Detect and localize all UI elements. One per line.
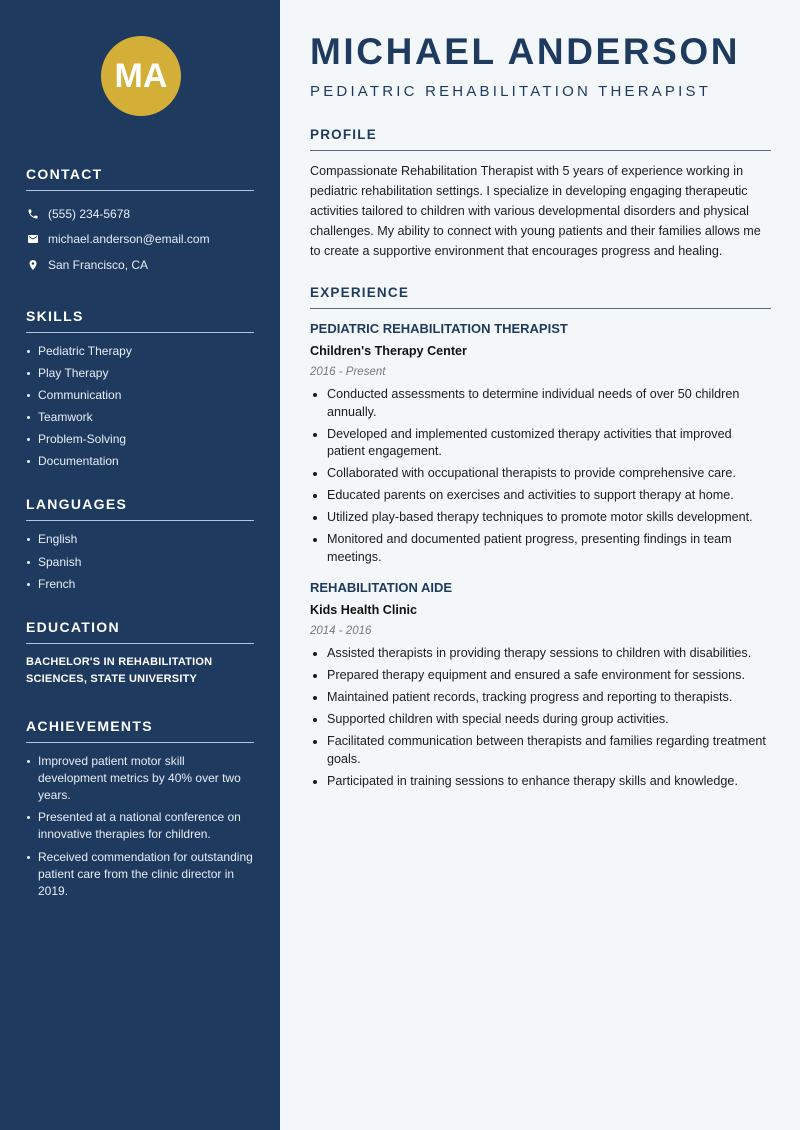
achievements-heading: ACHIEVEMENTS [26, 718, 254, 743]
contact-location [26, 252, 254, 278]
location-pin-icon [26, 258, 39, 271]
job-dates: 2016 - Present [310, 366, 386, 378]
skill-item: Documentation [26, 453, 254, 470]
education-heading: EDUCATION [26, 619, 254, 644]
education-degree: BACHELOR'S IN REHABILITATION SCIENCES, STATE UNIVERSITY [26, 655, 213, 685]
skill-item: Play Therapy [26, 365, 254, 382]
contact-email [26, 227, 254, 253]
job-title: REHABILITATION AIDE [310, 580, 453, 595]
profile-section [310, 127, 771, 261]
achievement-item: Improved patient motor skill development metrics by 40% over two years. [26, 753, 254, 804]
job-bullet: Developed and implemented customized therapy activities that improved patient engagement. [310, 426, 771, 461]
candidate-role: PEDIATRIC REHABILITATION THERAPIST [310, 83, 712, 100]
skill-item: Communication [26, 387, 254, 404]
job-bullet: Educated parents on exercises and activities to support therapy at home. [310, 487, 771, 505]
language-item: French [26, 576, 254, 593]
languages-list [26, 531, 254, 592]
job-title: PEDIATRIC REHABILITATION THERAPIST [310, 321, 568, 336]
contact-email-text[interactable]: michael.anderson@email.com [48, 232, 210, 247]
languages-section [26, 496, 254, 592]
job-bullet: Facilitated communication between therapists and families regarding treatment goals. [310, 733, 771, 768]
languages-heading: LANGUAGES [26, 496, 254, 521]
job-bullets [310, 645, 771, 790]
skill-item: Pediatric Therapy [26, 343, 254, 360]
job-company: Kids Health Clinic [310, 603, 418, 617]
profile-text: Compassionate Rehabilitation Therapist with 5 years of experience working in pediatric rehabilitation settings. I specialize in developing engaging therapeutic activities tailored to children with various developmental disorders and physical challenges. My ability to connect with young patients and their families allows me to create a supportive environment that encourages progress and healing. [310, 164, 761, 258]
contact-phone-text[interactable]: (555) 234-5678 [48, 206, 131, 221]
experience-section [310, 285, 771, 790]
language-item: English [26, 531, 254, 548]
skill-item: Teamwork [26, 409, 254, 426]
achievement-item: Received commendation for outstanding patient care from the clinic director in 2019. [26, 849, 254, 900]
job-entry [310, 578, 771, 790]
skill-item: Problem-Solving [26, 431, 254, 448]
avatar-initials: MA [114, 56, 168, 95]
job-bullet: Collaborated with occupational therapists to provide comprehensive care. [310, 465, 771, 483]
achievement-item: Presented at a national conference on innovative therapies for children. [26, 809, 254, 843]
skills-section [26, 308, 254, 471]
avatar [101, 36, 181, 116]
candidate-name: MICHAEL ANDERSON [310, 31, 741, 72]
email-icon [26, 233, 39, 246]
achievements-section [26, 718, 254, 900]
skills-heading: SKILLS [26, 308, 254, 333]
main-content [280, 0, 800, 1130]
education-section [26, 619, 254, 688]
contact-section [26, 166, 254, 278]
language-item: Spanish [26, 554, 254, 571]
experience-heading: EXPERIENCE [310, 285, 771, 309]
job-bullet: Prepared therapy equipment and ensured a safe environment for sessions. [310, 667, 771, 685]
contact-location-text: San Francisco, CA [48, 257, 149, 272]
phone-icon [26, 207, 39, 220]
achievements-list [26, 753, 254, 900]
job-bullet: Maintained patient records, tracking progress and reporting to therapists. [310, 689, 771, 707]
job-bullet: Conducted assessments to determine individual needs of over 50 children annually. [310, 386, 771, 421]
job-company: Children's Therapy Center [310, 344, 467, 358]
job-bullet: Monitored and documented patient progress, presenting findings in team meetings. [310, 531, 771, 566]
job-bullets [310, 386, 771, 566]
job-dates: 2014 - 2016 [310, 625, 372, 637]
skills-list [26, 343, 254, 471]
profile-heading: PROFILE [310, 127, 771, 151]
contact-heading: CONTACT [26, 166, 254, 191]
job-bullet: Utilized play-based therapy techniques to promote motor skills development. [310, 509, 771, 527]
job-bullet: Supported children with special needs during group activities. [310, 711, 771, 729]
contact-phone [26, 201, 254, 227]
job-entry [310, 319, 771, 566]
job-bullet: Assisted therapists in providing therapy sessions to children with disabilities. [310, 645, 771, 663]
job-bullet: Participated in training sessions to enhance therapy skills and knowledge. [310, 773, 771, 791]
sidebar [0, 0, 280, 1130]
